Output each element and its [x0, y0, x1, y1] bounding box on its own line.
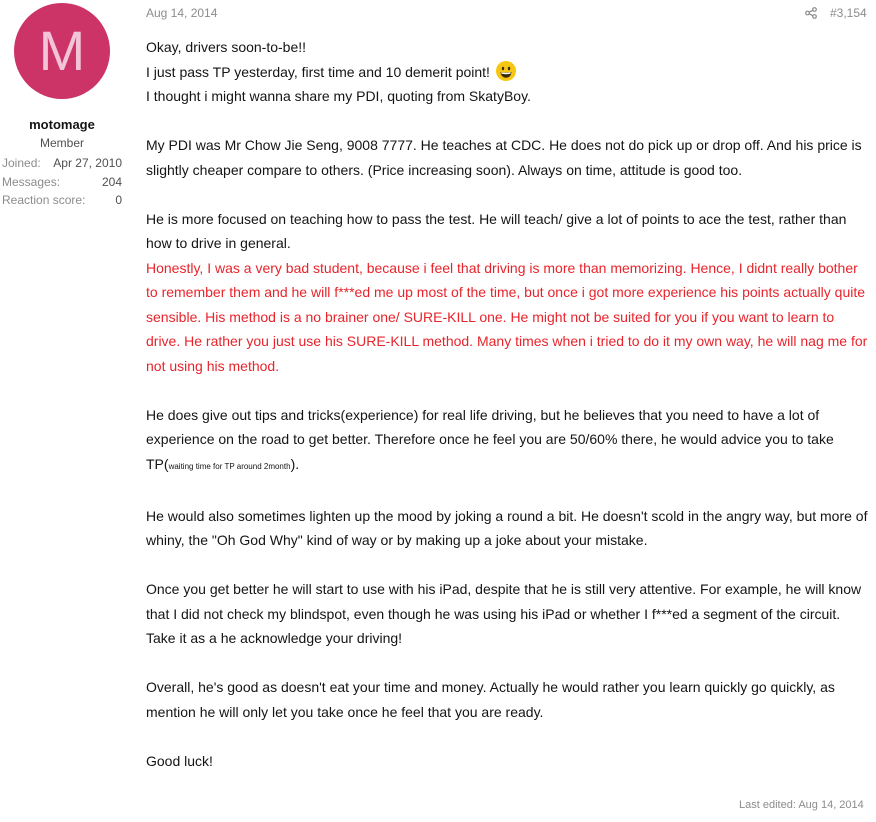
stat-label: Messages:	[2, 175, 61, 189]
post-paragraph: He would also sometimes lighten up the mood by joking a round a bit. He doesn't scold in the angry way, but more of whiny, the "Oh God Why" kind of way or by making up a joke about your mistake.	[146, 507, 868, 548]
stat-label: Reaction score:	[2, 193, 86, 207]
post-paragraph: Once you get better he will start to use with his iPad, despite that he is still very attentive. For example, he will know that I did not check my blindspot, even though he was using his iPad or whether I f***ed a segment of the circuit.	[146, 581, 862, 622]
stat-value: 0	[115, 193, 122, 207]
post-date[interactable]: Aug 14, 2014	[146, 6, 218, 20]
post-paragraph	[146, 403, 870, 480]
share-icon[interactable]	[805, 7, 817, 19]
stat-joined	[2, 156, 122, 174]
post-paragraph: My PDI was Mr Chow Jie Seng, 9008 7777. He teaches at CDC. He does not do pick up or drop off. And his price is slightly cheaper compare to others. (Price increasing soon). Always on time, attitude is good too.	[146, 137, 862, 178]
grinning-face-emoji	[496, 61, 516, 81]
post-line: Okay, drivers soon-to-be!!	[146, 39, 307, 55]
avatar[interactable]: M	[14, 3, 110, 99]
post-small-text: waiting time for TP around 2month	[168, 461, 291, 471]
stat-messages	[2, 175, 122, 193]
post-text: He does give out tips and tricks(experience) for real life driving, but he believes that you need to have a lot of experience on the road to get better. Therefore once he feel you are 50/60% there, he would advice you to take TP(	[146, 406, 834, 472]
stat-value: 204	[101, 175, 122, 189]
post-paragraph: Take it as a he acknowledge your driving!	[146, 630, 403, 646]
stat-label: Joined:	[2, 156, 41, 170]
stat-reaction-score	[2, 193, 122, 211]
user-title: Member	[39, 136, 84, 150]
post-paragraph: Good luck!	[146, 752, 213, 769]
username[interactable]: motomage	[29, 117, 95, 132]
post-body	[146, 35, 870, 773]
stat-value: Apr 27, 2010	[53, 156, 122, 170]
post-line: I thought i might wanna share my PDI, quoting from SkatyBoy.	[146, 88, 531, 104]
post-number[interactable]: #3,154	[830, 6, 867, 20]
post-paragraph-highlighted: Honestly, I was a very bad student, because i feel that driving is more than memorizing. Hence, I didnt really bother to remember them and he will f***ed me up most of the time, but once i got more experience his points actually quite sensible. His method is a no brainer one/ SURE-KILL one. He might not be suited for you if you want to learn to drive. He rather you just use his SURE-KILL method. Many times when i tried to do it my own way, he will nag me for not using his method.	[146, 259, 868, 374]
post-line-text: I just pass TP yesterday, first time and 10 demerit point!	[146, 63, 490, 80]
post-line	[146, 60, 870, 85]
last-edited: Last edited: Aug 14, 2014	[739, 799, 864, 811]
post-text: ).	[290, 455, 300, 472]
post-paragraph: He is more focused on teaching how to pass the test. He will teach/ give a lot of points to ace the test, rather than how to drive in general.	[146, 210, 847, 251]
post-paragraph: Overall, he's good as doesn't eat your time and money. Actually he would rather you learn quickly go quickly, as mention he will only let you take once he feel that you are ready.	[146, 679, 835, 720]
